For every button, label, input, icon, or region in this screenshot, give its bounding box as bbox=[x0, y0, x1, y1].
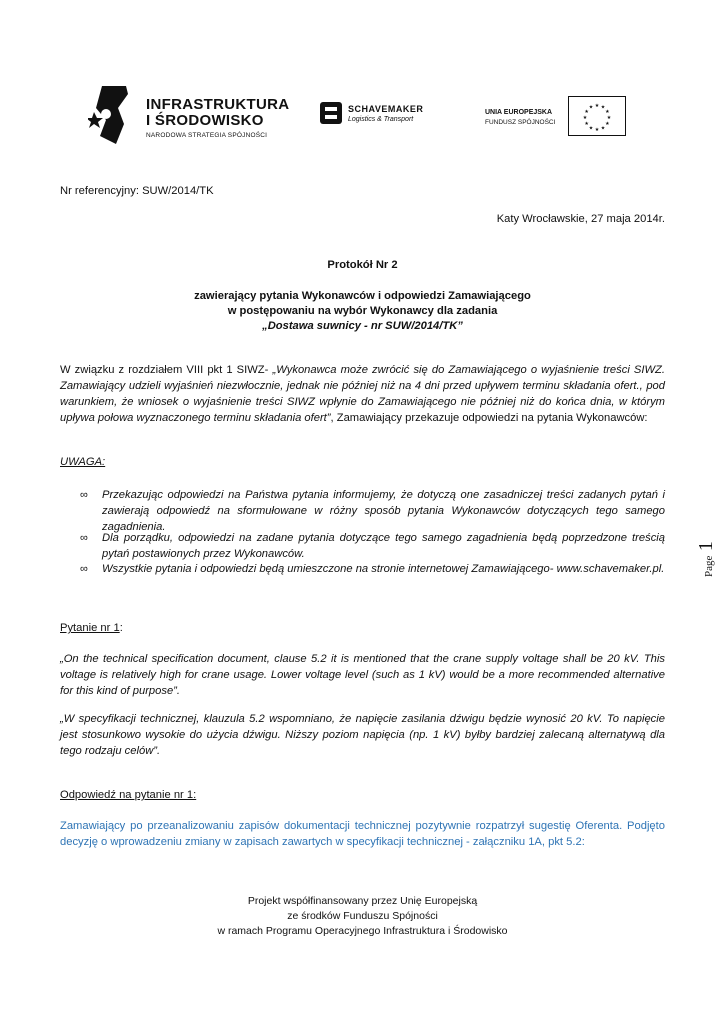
schavemaker-icon bbox=[320, 102, 342, 124]
page-label: Page bbox=[703, 555, 715, 577]
svg-text:★: ★ bbox=[594, 103, 600, 109]
reference-number: Nr referencyjny: SUW/2014/TK bbox=[60, 185, 214, 197]
intro-quote: „Wykonawca może zwrócić się do Zamawiającego o wyjaśnienie treści SIWZ. Zamawiający udzieli wyjaśnień niezwłocznie, jednak nie później niż na 4 dni przed upływem terminu składania ofert., pod warunkiem, że wniosek o wyjaśnienie treści SIWZ wpłynie do Zamawiającego nie później niż do końca dnia, w którym upływa połowa wyznaczonego terminu składania ofert” bbox=[60, 364, 666, 424]
svg-text:★: ★ bbox=[600, 125, 606, 132]
infrastruktura-emblem-icon bbox=[88, 84, 138, 146]
infrastruktura-logo-line1: INFRASTRUKTURA bbox=[146, 96, 290, 113]
question-1-label: Pytanie nr 1 bbox=[60, 622, 120, 634]
bullet-text: Dla porządku, odpowiedzi na zadane pytania dotyczące tego samego zagadnienia będą poprzedzone treścią pytań postawionych przez Wykonawców. bbox=[102, 532, 665, 560]
svg-text:★: ★ bbox=[584, 121, 589, 127]
eu-logo-line2: FUNDUSZ SPÓJNOŚCI bbox=[485, 119, 556, 126]
svg-text:★: ★ bbox=[600, 104, 606, 111]
infinity-bullet-icon: ∞ bbox=[80, 532, 88, 544]
eu-flag-icon bbox=[568, 96, 626, 136]
answer-1-heading: Odpowiedź na pytanie nr 1: bbox=[60, 789, 197, 801]
bullet-text: Wszystkie pytania i odpowiedzi będą umieszczone na stronie internetowej Zamawiającego- www.schavemaker.pl. bbox=[102, 563, 665, 575]
page-number-value: 1 bbox=[695, 541, 717, 552]
intro-tail: , Zamawiający przekazuje odpowiedzi na pytania Wykonawców: bbox=[330, 412, 648, 424]
schavemaker-logo-name: SCHAVEMAKER bbox=[348, 104, 424, 114]
svg-text:★: ★ bbox=[606, 115, 612, 121]
document-title: Protokół Nr 2 bbox=[327, 259, 398, 271]
svg-text:★: ★ bbox=[588, 125, 594, 132]
intro-paragraph bbox=[60, 362, 665, 426]
question-1-heading bbox=[60, 620, 123, 636]
svg-text:★: ★ bbox=[605, 121, 610, 127]
infrastruktura-logo-subtitle: NARODOWA STRATEGIA SPÓJNOŚCI bbox=[146, 132, 268, 139]
intro-plain: W związku z rozdziałem VIII pkt 1 SIWZ- bbox=[60, 364, 273, 376]
place-date: Katy Wrocławskie, 27 maja 2014r. bbox=[496, 213, 665, 225]
schavemaker-logo-subtitle: Logistics & Transport bbox=[348, 116, 414, 123]
svg-text:★: ★ bbox=[594, 127, 600, 133]
footer-line-2: ze środków Funduszu Spójności bbox=[287, 910, 438, 922]
answer-1-text: Zamawiający po przeanalizowaniu zapisów dokumentacji technicznej pozytywnie rozpatrzył sugestię Oferenta. Podjęto decyzję o wprowadzeniu zmiany w zapisach zawartych w specyfikacji technicznej - załączniku 1A, pkt 5.2: bbox=[60, 820, 665, 848]
infinity-bullet-icon: ∞ bbox=[80, 489, 88, 501]
list-item bbox=[80, 487, 665, 535]
svg-text:★: ★ bbox=[588, 104, 594, 111]
bullet-text: Przekazując odpowiedzi na Państwa pytania informujemy, że dotyczą one zasadniczej treści zadanych pytań i zawierają odpowiedź na sformułowane w różny sposób pytania Wykonawców dotyczących tego samego zagadnienia. bbox=[102, 489, 665, 533]
infrastruktura-logo-line2: I ŚRODOWISKO bbox=[146, 112, 264, 129]
svg-text:★: ★ bbox=[582, 115, 588, 121]
question-1-english: „On the technical specification document, clause 5.2 it is mentioned that the crane supply voltage shall be 20 kV. This voltage is relatively high for crane usage. Lower voltage level (such as 1 kV) would be a more recommended alternative for this kind of purpose”. bbox=[60, 653, 665, 697]
question-1-polish: „W specyfikacji technicznej, klauzula 5.2 wspomniano, że napięcie zasilania dźwigu będzie wynosić 20 kV. To napięcie jest stosunkowo wysokie do użycia dźwigu. Niższy poziom napięcia (np. 1 kV) byłby bardziej zalecaną alternatywą dla tego rodzaju celów”. bbox=[60, 713, 665, 757]
eu-logo-line1: UNIA EUROPEJSKA bbox=[485, 109, 553, 116]
document-subtitle-3: „Dostawa suwnicy - nr SUW/2014/TK” bbox=[262, 320, 463, 332]
footer-line-3: w ramach Programu Operacyjnego Infrastruktura i Środowisko bbox=[217, 925, 508, 937]
svg-text:★: ★ bbox=[584, 109, 589, 115]
uwaga-heading: UWAGA: bbox=[60, 456, 106, 468]
list-item bbox=[80, 561, 665, 593]
question-1-colon: : bbox=[119, 622, 123, 634]
svg-text:★: ★ bbox=[605, 109, 610, 115]
page-number bbox=[690, 530, 720, 580]
footer-line-1: Projekt współfinansowany przez Unię Europejską bbox=[247, 895, 478, 907]
infinity-bullet-icon: ∞ bbox=[80, 563, 88, 575]
document-subtitle-1: zawierający pytania Wykonawców i odpowiedzi Zamawiającego bbox=[194, 290, 531, 302]
document-subtitle-2: w postępowaniu na wybór Wykonawcy dla zadania bbox=[227, 305, 498, 317]
list-item bbox=[80, 530, 665, 562]
